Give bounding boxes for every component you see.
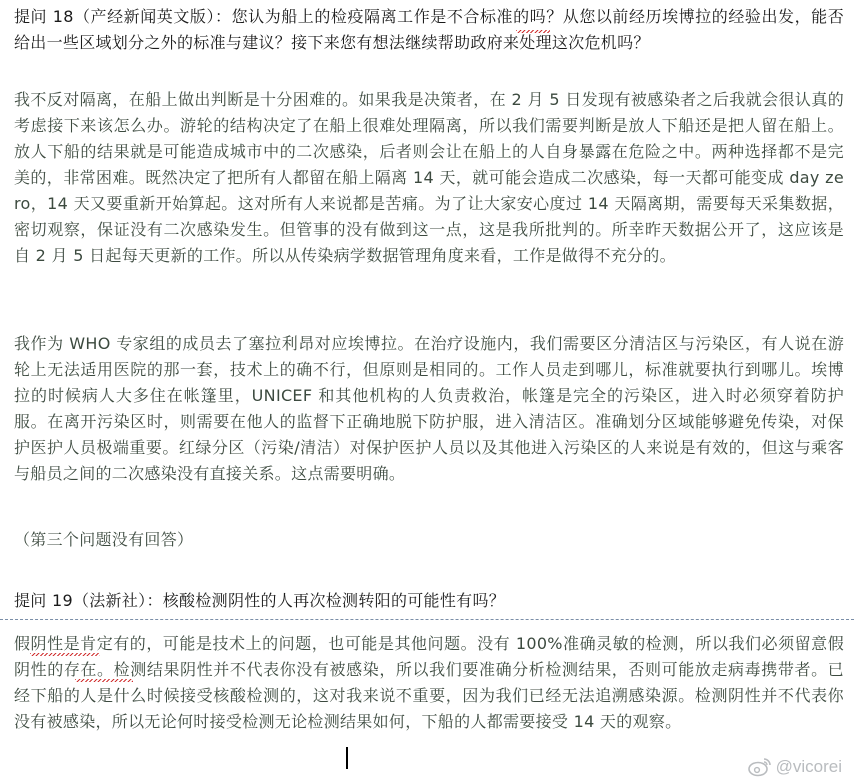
weibo-icon [748, 757, 772, 777]
spellcheck-underline [75, 679, 133, 682]
question-18: 提问 18（产经新闻英文版）：您认为船上的检疫隔离工作是不合标准的吗？从您以前经历埃博拉的经验出发，能否给出一些区域划分之外的标准与建议？接下来您有想法继续帮助政府来处理这次危机吗？ [14, 7, 844, 52]
watermark-text: @vicorei [775, 757, 842, 776]
answer-19: 假阴性是肯定有的，可能是技术上的问题，也可能是其他问题。没有 100%准确灵敏的检测，所以我们必须留意假阴性的存在。检测结果阴性并不代表你没有被感染，所以我们要准确分析检测结果，否则可能放走病毒携带者。已经下船的人是什么时候接受核酸检测的，这对我来说不重要，因为我们已经无法追溯感染源。检测阴性并不代表你没有被感染，所以无论何时接受检测无论检测结果如何，下船的人都需要接受 14 天的观察。 [14, 634, 844, 731]
spellcheck-underline [516, 30, 550, 33]
question-19: 提问 19（法新社）：核酸检测阴性的人再次检测转阳的可能性有吗？ [14, 591, 506, 610]
watermark [748, 757, 842, 777]
answer-18-paragraph-2: 我作为 WHO 专家组的成员去了塞拉利昂对应埃博拉。在治疗设施内，我们需要区分清洁区与污染区，有人说在游轮上无法适用医院的那一套，技术上的确不行，但原则是相同的。工作人员走到哪儿，标准就要执行到哪儿。埃博拉的时候病人大多住在帐篷里，UNICEF 和其他机构的人负责救治，帐篷是完全的污染区，进入时必须穿着防护服。在离开污染区时，则需要在他人的监督下正确地脱下防护服，进入清洁区。准确划分区域能够避免传染，对保护医护人员极端重要。红绿分区（污染/清洁）对保护医护人员以及其他进入污染区的人来说是有效的，但这与乘客与船员之间的二次感染没有直接关系。这点需要明确。 [14, 334, 844, 483]
spellcheck-underline [30, 653, 100, 656]
text-cursor [346, 747, 348, 769]
answer-18-paragraph-3: （第三个问题没有回答） [14, 530, 194, 549]
answer-18-paragraph-1: 我不反对隔离，在船上做出判断是十分困难的。如果我是决策者，在 2 月 5 日发现有被感染者之后我就会很认真的考虑接下来该怎么办。游轮的结构决定了在船上很难处理隔离，所以我们需要判断是放人下船还是把人留在船上。放人下船的结果就是可能造成城市中的二次感染，后者则会让在船上的人自身暴露在危险之中。两种选择都不是完美的，非常困难。既然决定了把所有人都留在船上隔离 14 天，就可能会造成二次感染，每一天都可能变成 day zero，14 天又要重新开始算起。这对所有人来说都是苦痛。为了让大家安心度过 14 天隔离期，需要每天采集数据，密切观察，保证没有二次感染发生。但管事的没有做到这一点，这是我所批判的。所幸昨天数据公开了，这应该是自 2 月 5 日起每天更新的工作。所以从传染病学数据管理角度来看，工作是做得不充分的。 [14, 90, 844, 265]
section-divider [0, 619, 854, 620]
